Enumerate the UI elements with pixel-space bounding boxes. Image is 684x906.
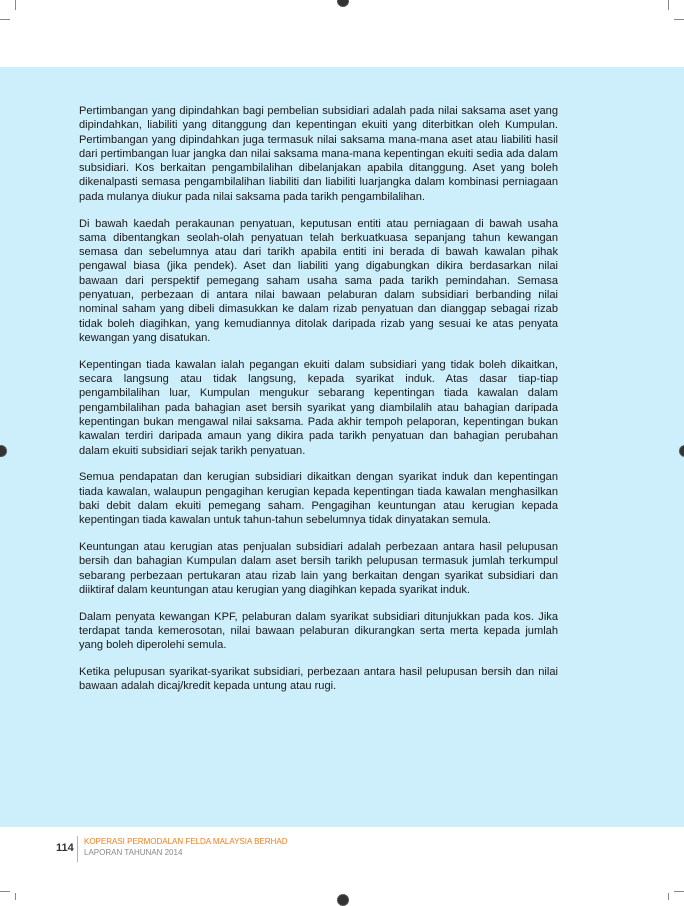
- registration-mark-icon: [337, 894, 349, 906]
- paragraph: Semua pendapatan dan kerugian subsidiari dikaitkan dengan syarikat induk dan kepentingan tiada kawalan, walaupun pengagihan kerugian kepada kepentingan tiada kawalan menghasilkan baki debit dalam ekuiti pemegang saham. Pengagihan keuntungan atau kerugian kepada kepentingan tiada kawalan untuk tahun-tahun sebelumnya tidak dinyatakan semula.: [79, 471, 558, 527]
- registration-mark-icon: [679, 445, 684, 457]
- crop-mark: [15, 893, 16, 900]
- crop-mark: [674, 891, 684, 892]
- footer-divider: [77, 836, 78, 862]
- registration-mark-icon: [337, 0, 349, 7]
- paragraph: Keuntungan atau kerugian atas penjualan subsidiari adalah perbezaan antara hasil pelupusan bersih dan bahagian Kumpulan dalam aset bersih tarikh pelupusan termasuk jumlah terkumpul sebarang perbezaan pertukaran atau rizab lain yang berkaitan dengan syarikat subsidiari dan diiktiraf dalam keuntungan atau kerugian yang diagihkan kepada syarikat induk.: [79, 541, 558, 596]
- body-text: [79, 104, 558, 706]
- paragraph: Ketika pelupusan syarikat-syarikat subsidiari, perbezaan antara hasil pelupusan bersih dan nilai bawaan adalah dicaj/kredit kepada untung atau rugi.: [79, 666, 558, 693]
- paragraph: Pertimbangan yang dipindahkan bagi pembelian subsidiari adalah pada nilai saksama aset yang dipindahkan, liabiliti yang ditanggung dan kepentingan ekuiti yang diterbitkan oleh Kumpulan. Pertimbangan yang dipindahkan juga termasuk nilai saksama mana-mana aset atau liabiliti hasil dari pertimbangan luar jangka dan nilai saksama mana-mana kepentingan ekuiti sedia ada dalam subsidiari. Kos berkaitan pengambilalihan dibelanjakan apabila ditanggung. Aset yang boleh dikenalpasti semasa pengambilalihan liabiliti dan liabiliti luarjangka dalam kombinasi perniagaan pada mulanya diukur pada nilai saksama pada tarikh pengambilalihan.: [79, 105, 558, 203]
- crop-mark: [15, 0, 16, 10]
- paragraph: Di bawah kaedah perakaunan penyatuan, keputusan entiti atau perniagaan di bawah usaha sama dibentangkan seolah-olah penyatuan telah berkuatkuasa sepanjang tahun kewangan semasa dan sebelumnya atau dari tarikh apabila entiti ini berada di bawah kawalan pihak pengawal biasa (jika pendek). Aset dan liabiliti yang digabungkan dikira berdasarkan nilai bawaan dari perspektif pemegang saham usaha sama pada tarikh pemindahan. Semasa penyatuan, perbezaan di antara nilai bawaan pelaburan dalam subsidiari berbanding nilai nominal saham yang dibeli dimasukkan ke dalam rizab penyatuan dan dianggap sebagai rizab tidak boleh diagihkan, yang kemudiannya ditolak daripada rizab yang sesuai ke atas penyata kewangan yang disatukan.: [79, 217, 558, 344]
- report-title: LAPORAN TAHUNAN 2014: [84, 848, 183, 857]
- crop-mark: [668, 893, 669, 900]
- paragraph: Dalam penyata kewangan KPF, pelaburan dalam syarikat subsidiari ditunjukkan pada kos. Jika terdapat tanda kemerosotan, nilai bawaan pelaburan dikurangkan serta merta kepada jumlah yang boleh diperolehi semula.: [79, 610, 558, 652]
- crop-mark: [0, 891, 10, 892]
- organization-name: KOPERASI PERMODALAN FELDA MALAYSIA BERHAD: [84, 837, 288, 846]
- crop-mark: [668, 0, 669, 10]
- crop-mark: [674, 19, 684, 20]
- paragraph: Kepentingan tiada kawalan ialah pegangan ekuiti dalam subsidiari yang tidak boleh dikaitkan, secara langsung atau tidak langsung, kepada syarikat induk. Atas dasar tiap-tiap pengambilalihan luar, Kumpulan mengukur sebarang kepentingan tiada kawalan dalam pengambilalihan pada bahagian aset bersih syarikat yang diambilalih atau bahagian daripada kepentingan bukan mengawal nilai saksama. Pada akhir tempoh pelaporan, kepentingan bukan kawalan terdiri daripada amaun yang dikira pada tarikh penyatuan dan bahagian perubahan dalam ekuiti subsidiari sejak tarikh penyatuan.: [79, 358, 558, 457]
- page-number: 114: [56, 842, 74, 854]
- crop-mark: [0, 19, 10, 20]
